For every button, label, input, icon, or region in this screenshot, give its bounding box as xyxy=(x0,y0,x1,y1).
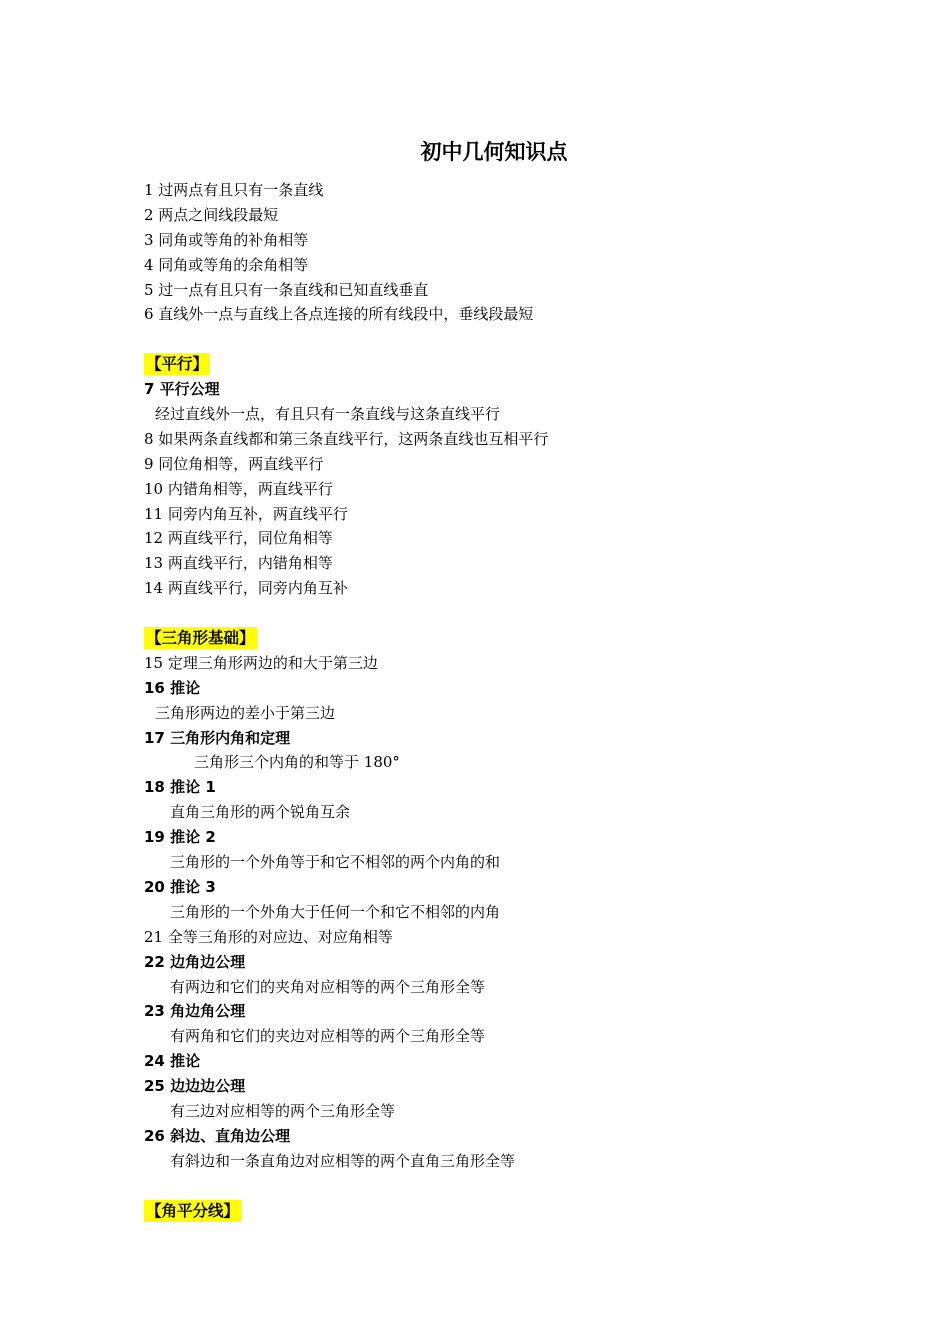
list-item: 11 同旁内角互补，两直线平行 xyxy=(144,504,348,523)
section-heading-triangle: 【三角形基础】 xyxy=(146,629,255,648)
item-body: 有两角和它们的夹边对应相等的两个三角形全等 xyxy=(170,1027,486,1046)
list-item: 3 同角或等角的补角相等 xyxy=(144,230,309,249)
item-body: 三角形三个内角的和等于 180° xyxy=(194,753,400,772)
item-title: 20 推论 3 xyxy=(144,877,216,896)
section-parallel xyxy=(144,352,824,601)
list-item: 2 两点之间线段最短 xyxy=(144,205,279,224)
list-item: 1 过两点有且只有一条直线 xyxy=(144,181,324,199)
item-body: 三角形的一个外角等于和它不相邻的两个内角的和 xyxy=(170,853,501,872)
list-item: 15 定理三角形两边的和大于第三边 xyxy=(144,653,378,672)
section-bisector xyxy=(144,1199,824,1224)
item-title: 24 推论 xyxy=(144,1052,201,1071)
spacer xyxy=(144,327,824,352)
item-title: 23 角边角公理 xyxy=(144,1002,246,1021)
item-title: 19 推论 2 xyxy=(144,828,216,847)
list-item: 8 如果两条直线都和第三条直线平行，这两条直线也互相平行 xyxy=(144,429,549,448)
list-item: 4 同角或等角的余角相等 xyxy=(144,255,309,274)
list-item: 9 同位角相等，两直线平行 xyxy=(144,454,324,473)
item-body: 三角形的一个外角大于任何一个和它不相邻的内角 xyxy=(170,902,501,921)
section-heading-parallel: 【平行】 xyxy=(146,355,209,374)
item-body: 经过直线外一点，有且只有一条直线与这条直线平行 xyxy=(155,405,501,424)
intro-list xyxy=(144,178,824,327)
list-item: 21 全等三角形的对应边、对应角相等 xyxy=(144,927,393,946)
list-item: 6 直线外一点与直线上各点连接的所有线段中，垂线段最短 xyxy=(144,305,534,324)
item-title: 17 三角形内角和定理 xyxy=(144,728,291,747)
spacer xyxy=(144,601,824,626)
list-item: 14 两直线平行，同旁内角互补 xyxy=(144,579,348,598)
item-body: 有斜边和一条直角边对应相等的两个直角三角形全等 xyxy=(170,1151,516,1170)
item-body: 有两边和它们的夹角对应相等的两个三角形全等 xyxy=(170,977,486,996)
item-title: 16 推论 xyxy=(144,678,201,697)
item-title: 25 边边边公理 xyxy=(144,1077,246,1096)
item-title: 7 平行公理 xyxy=(144,380,220,399)
item-body: 直角三角形的两个锐角互余 xyxy=(170,803,351,822)
spacer xyxy=(144,1174,824,1199)
list-item: 5 过一点有且只有一条直线和已知直线垂直 xyxy=(144,280,429,299)
document-title: 初中几何知识点 xyxy=(420,140,568,164)
item-title: 22 边角边公理 xyxy=(144,952,246,971)
document-page xyxy=(144,136,824,1223)
list-item: 13 两直线平行，内错角相等 xyxy=(144,554,333,573)
list-item: 12 两直线平行，同位角相等 xyxy=(144,529,333,548)
section-triangle xyxy=(144,626,824,1174)
item-title: 26 斜边、直角边公理 xyxy=(144,1126,291,1145)
section-heading-bisector: 【角平分线】 xyxy=(146,1201,240,1220)
item-body: 三角形两边的差小于第三边 xyxy=(155,703,336,722)
item-body: 有三边对应相等的两个三角形全等 xyxy=(170,1101,396,1120)
item-title: 18 推论 1 xyxy=(144,778,216,797)
list-item: 10 内错角相等，两直线平行 xyxy=(144,479,333,498)
